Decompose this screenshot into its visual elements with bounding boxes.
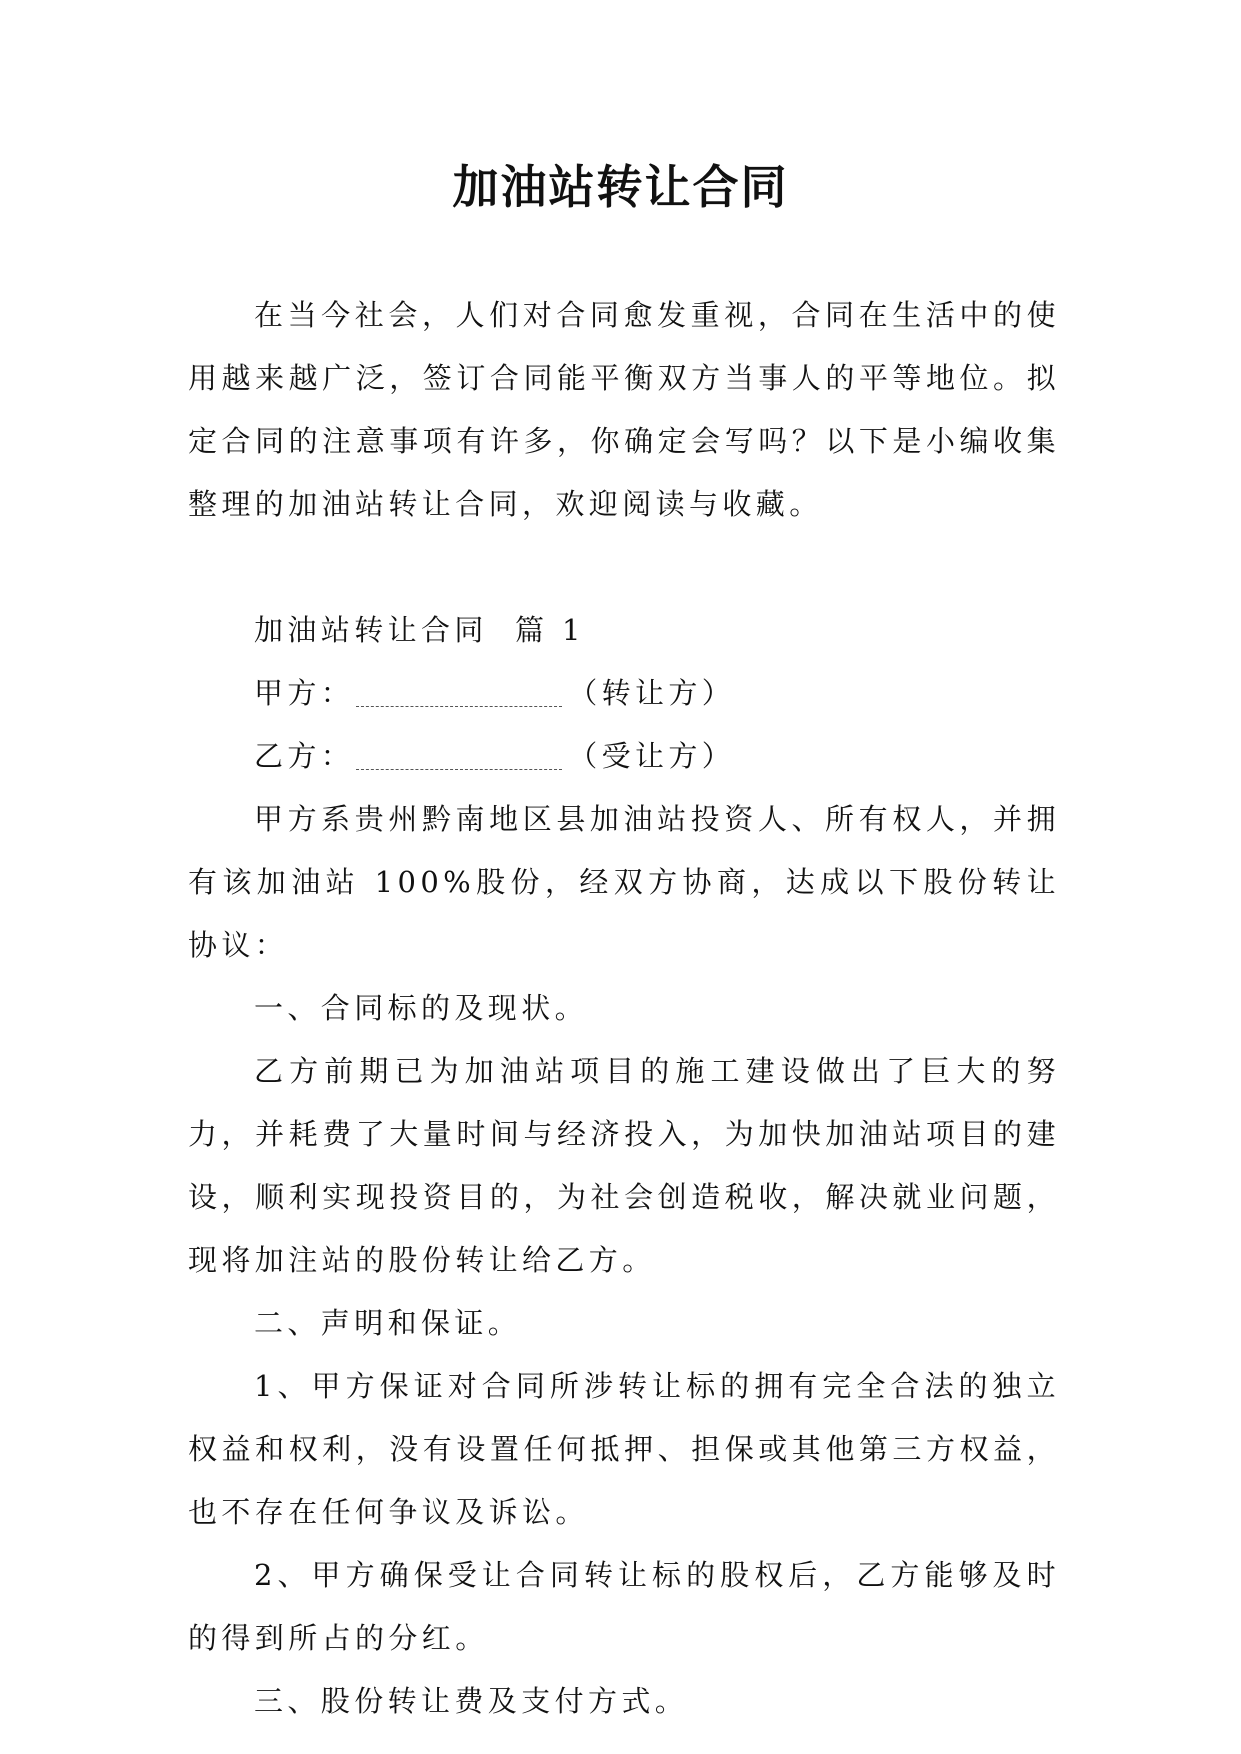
- party-b-blank: [356, 733, 562, 770]
- paragraph-background: 乙方前期已为加油站项目的施工建设做出了巨大的努力，并耗费了大量时间与经济投入，为加快加油站项目的建设，顺利实现投资目的，为社会创造税收，解决就业问题，现将加注站的股份转让给乙方。: [188, 1054, 1060, 1277]
- paragraph-warranty-2: 2、甲方确保受让合同转让标的股权后，乙方能够及时的得到所占的分红。: [188, 1558, 1060, 1655]
- party-b-label: 乙方：: [254, 739, 355, 773]
- intro-paragraph: 在当今社会，人们对合同愈发重视，合同在生活中的使用越来越广泛，签订合同能平衡双方当事人的平等地位。拟定合同的注意事项有许多，你确定会写吗？以下是小编收集整理的加油站转让合同，欢迎阅读与收藏。: [188, 298, 1060, 521]
- party-a-line: [188, 662, 1060, 725]
- party-a-label: 甲方：: [254, 676, 355, 710]
- party-a-blank: [356, 670, 562, 707]
- document-body: [188, 284, 1060, 1733]
- party-b-line: [188, 725, 1060, 788]
- paragraph-warranty-1: 1、甲方保证对合同所涉转让标的拥有完全合法的独立权益和权利，没有设置任何抵押、担保或其他第三方权益，也不存在任何争议及诉讼。: [188, 1369, 1060, 1529]
- document-title: 加油站转让合同: [452, 160, 789, 214]
- paragraph-ownership: 甲方系贵州黔南地区县加油站投资人、所有权人，并拥有该加油站 100%股份，经双方协商，达成以下股份转让协议：: [188, 802, 1060, 962]
- party-a-role: （转让方）: [568, 676, 736, 710]
- section-heading: 加油站转让合同 篇 1: [254, 613, 585, 647]
- clause-heading-1: 一、合同标的及现状。: [254, 991, 589, 1025]
- party-b-role: （受让方）: [568, 739, 736, 773]
- clause-heading-2: 二、声明和保证。: [254, 1306, 522, 1340]
- clause-heading-3: 三、股份转让费及支付方式。: [254, 1684, 689, 1718]
